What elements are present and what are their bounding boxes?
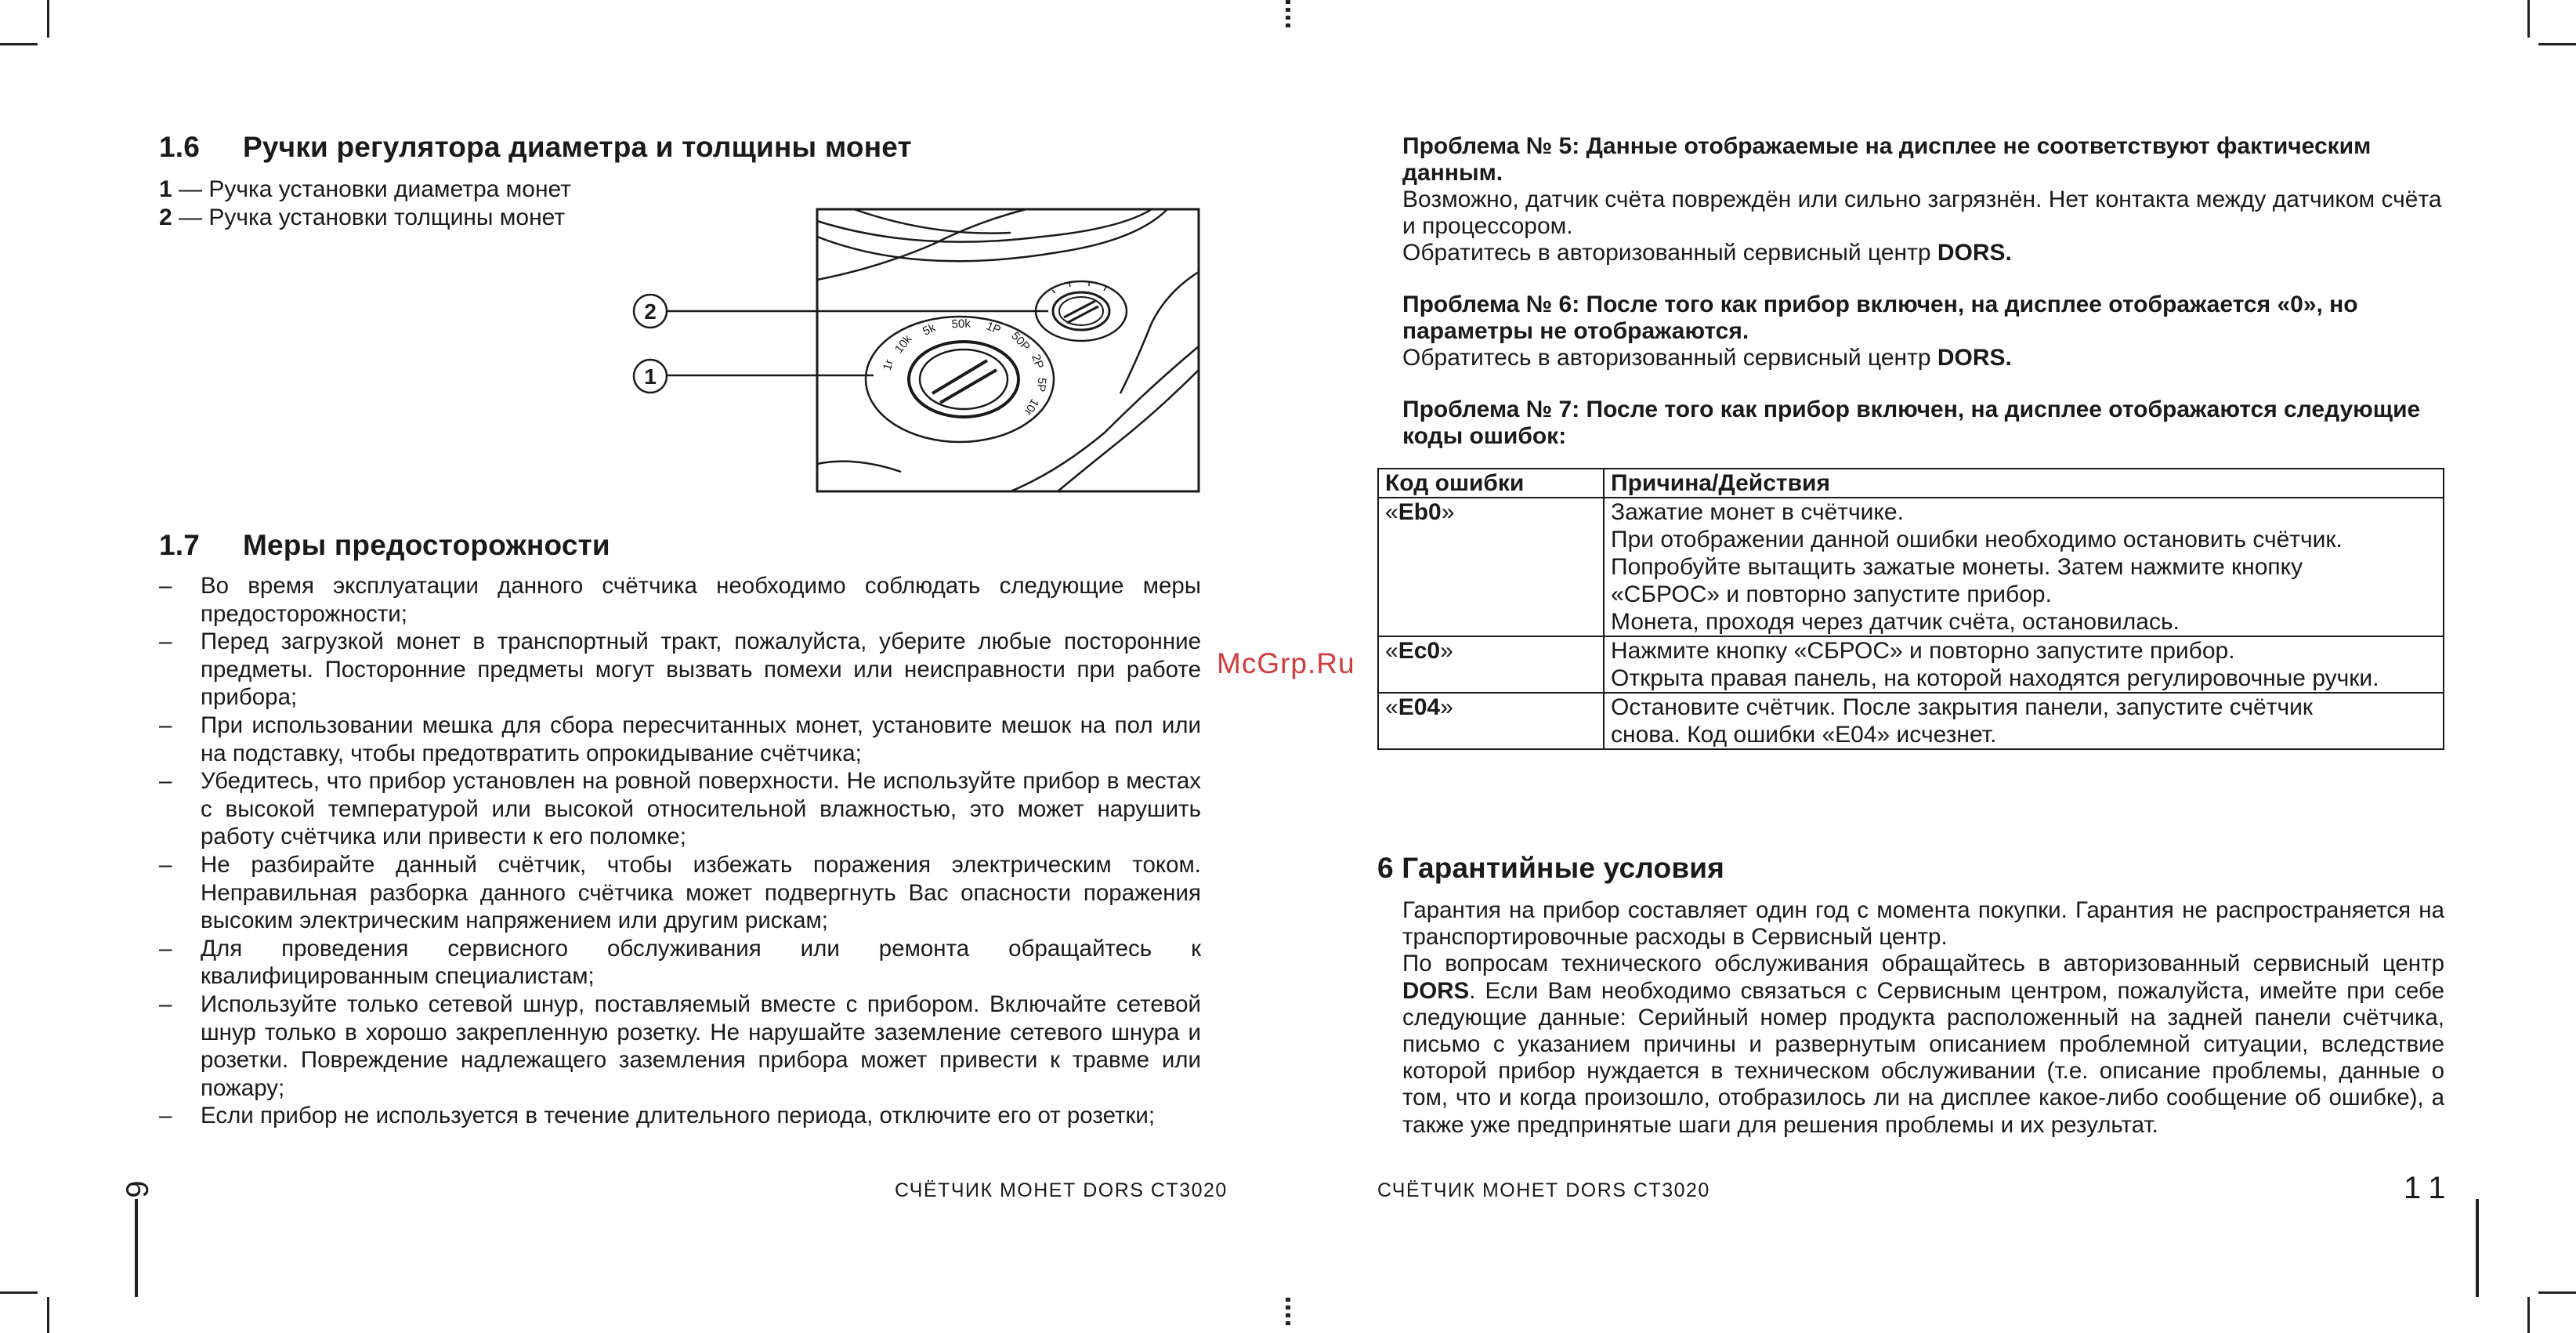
section-1-6-heading bbox=[159, 131, 912, 164]
problem-title: Проблема № 7: После того как прибор включен, на дисплее отображаются следующие коды ошибок: bbox=[1402, 397, 2421, 449]
fold-marks bbox=[1286, 1298, 1290, 1329]
problem-5 bbox=[1402, 133, 2444, 266]
page-number-left: 6 bbox=[119, 1180, 154, 1198]
watermark: McGrp.Ru bbox=[1217, 647, 1355, 679]
section-title: Ручки регулятора диаметра и толщины монет bbox=[243, 131, 912, 163]
list-item: – Во время эксплуатации данного счётчика необходимо соблюдать следующие меры предосторожности; bbox=[159, 572, 1201, 628]
legend-item: 2 — Ручка установки толщины монет bbox=[159, 205, 566, 230]
dial-tick-label: 5k bbox=[921, 321, 938, 339]
page-edge-bar bbox=[135, 1199, 138, 1297]
problem-text: Обратитесь в авторизованный сервисный центр DORS. bbox=[1402, 345, 2012, 371]
precautions-list bbox=[159, 572, 1201, 1130]
page-number-right: 11 bbox=[2404, 1171, 2455, 1205]
error-action-cell: Остановите счётчик. После закрытия панели, запустите счётчик снова. Код ошибки «E04» исчезнет. bbox=[1604, 693, 2444, 749]
footer-left: СЧЁТЧИК МОНЕТ DORS CT3020 bbox=[895, 1179, 1228, 1201]
crop-mark bbox=[2527, 1297, 2530, 1333]
error-action-cell: Зажатие монет в счётчике. При отображении данной ошибки необходимо остановить счётчик. Попробуйте вытащить зажатые монеты. Затем нажмите кнопку «СБРОС» и повторно запустите прибор. Монета, проходя через датчик счёта, остановилась. bbox=[1604, 498, 2444, 636]
dial-tick-label: 5P bbox=[1033, 376, 1049, 393]
list-item: – Убедитесь, что прибор установлен на ровной поверхности. Не используйте прибор в местах с высокой температурой или высокой относительной влажностью, это может нарушить работу счётчика или привести к его поломке; bbox=[159, 767, 1201, 851]
list-item: – Для проведения сервисного обслуживания или ремонта обращайтесь к квалифицированным специалистам; bbox=[159, 935, 1201, 991]
page-edge-bar bbox=[2476, 1199, 2479, 1297]
error-code-cell: «E04» bbox=[1378, 693, 1604, 749]
table-header-row bbox=[1378, 469, 2444, 498]
list-item: – Не разбирайте данный счётчик, чтобы избежать поражения электрическим током. Неправильная разборка данного счётчика может подвергнуть Вас опасности поражения высоким электрическим напряжением или другим рискам; bbox=[159, 851, 1201, 935]
list-item: – При использовании мешка для сбора пересчитанных монет, установите мешок на пол или на подставку, чтобы предотвратить опрокидывание счётчика; bbox=[159, 712, 1201, 767]
table-row bbox=[1378, 693, 2444, 749]
knob-legend bbox=[159, 176, 571, 232]
crop-mark bbox=[2538, 1291, 2576, 1294]
table-row bbox=[1378, 636, 2444, 693]
dial-tick-label: 1r bbox=[880, 358, 896, 372]
section-number: 1.7 bbox=[159, 529, 201, 561]
error-action-cell: Нажмите кнопку «СБРОС» и повторно запустите прибор. Открыта правая панель, на которой находятся регулировочные ручки. bbox=[1604, 636, 2444, 693]
problem-text: Возможно, датчик счёта повреждён или сильно загрязнён. Нет контакта между датчиком счёта и процессором. bbox=[1402, 187, 2442, 239]
section-number: 1.6 bbox=[159, 131, 201, 163]
dial-tick-label: 10r bbox=[1021, 396, 1041, 418]
dial-tick-label: 50k bbox=[951, 317, 971, 331]
warranty-paragraph: Гарантия на прибор составляет один год с момента покупки. Гарантия не распространяется на транспортировочные расходы в Сервисный центр. bbox=[1402, 897, 2444, 951]
crop-mark bbox=[0, 1291, 38, 1294]
warranty-text bbox=[1402, 897, 2444, 1139]
problem-text: Обратитесь в авторизованный сервисный центр DORS. bbox=[1402, 240, 2012, 266]
legend-item: 1 — Ручка установки диаметра монет bbox=[159, 176, 571, 202]
list-item: – Перед загрузкой монет в транспортный тракт, пожалуйста, уберите любые посторонние предметы. Посторонние предметы могут вызвать помехи или неисправности при работе прибора; bbox=[159, 628, 1201, 712]
dial-tick-label: 2P bbox=[1029, 352, 1047, 371]
fold-marks bbox=[1286, 0, 1290, 31]
error-code-cell: «Ec0» bbox=[1378, 636, 1604, 693]
list-item: – Если прибор не используется в течение длительного периода, отключите его от розетки; bbox=[159, 1102, 1201, 1130]
dial-tick-label: 10k bbox=[892, 332, 915, 356]
section-title: Меры предосторожности bbox=[243, 529, 610, 561]
problem-title: Проблема № 5: Данные отображаемые на дисплее не соответствуют фактическим данным. bbox=[1402, 133, 2372, 186]
column-header: Причина/Действия bbox=[1604, 469, 2444, 498]
diameter-knob bbox=[866, 317, 1054, 442]
section-6-heading: 6 Гарантийные условия bbox=[1377, 852, 1724, 884]
section-1-7-heading bbox=[159, 529, 610, 562]
callout-1-label: 1 bbox=[644, 364, 657, 389]
column-header: Код ошибки bbox=[1378, 469, 1604, 498]
problem-7 bbox=[1402, 397, 2444, 450]
error-codes-table bbox=[1377, 468, 2444, 750]
crop-mark bbox=[47, 0, 49, 38]
error-code-cell: «Eb0» bbox=[1378, 498, 1604, 636]
problem-title: Проблема № 6: После того как прибор включен, на дисплее отображается «0», но параметры не отображаются. bbox=[1402, 292, 2358, 344]
knobs-figure bbox=[619, 205, 1203, 495]
crop-mark bbox=[0, 43, 38, 45]
dial-tick-label: 1P bbox=[984, 319, 1003, 338]
crop-mark bbox=[2538, 43, 2576, 45]
crop-mark bbox=[2527, 0, 2530, 38]
thickness-knob bbox=[1036, 281, 1127, 341]
crop-mark bbox=[47, 1297, 49, 1333]
footer-right: СЧЁТЧИК МОНЕТ DORS CT3020 bbox=[1377, 1179, 1710, 1201]
warranty-paragraph: По вопросам технического обслуживания обращайтесь в авторизованный сервисный центр DORS. Если Вам необходимо связаться с Сервисным центром, пожалуйста, имейте при себе следующие данные: Серийный номер продукта расположенный на задней панели счётчика, письмо с указанием причины и развернутым описанием проблемной ситуации, вследствие которой прибор нуждается в техническом обслуживании (т.е. описание проблемы, данные о том, что и когда произошло, отобразилось ли на дисплее какое-либо сообщение об ошибке), а также уже предпринятые шаги для решения проблемы и их результат. bbox=[1402, 951, 2444, 1138]
table-row bbox=[1378, 498, 2444, 636]
dial-tick-label: 50P bbox=[1008, 329, 1033, 354]
list-item: – Используйте только сетевой шнур, поставляемый вместе с прибором. Включайте сетевой шнур только в хорошо закрепленную розетку. Не нарушайте заземление сетевого шнура и розетки. Повреждение надлежащего заземления прибора может привести к травме или пожару; bbox=[159, 991, 1201, 1102]
callout-2-label: 2 bbox=[644, 299, 657, 324]
problem-6 bbox=[1402, 292, 2444, 371]
